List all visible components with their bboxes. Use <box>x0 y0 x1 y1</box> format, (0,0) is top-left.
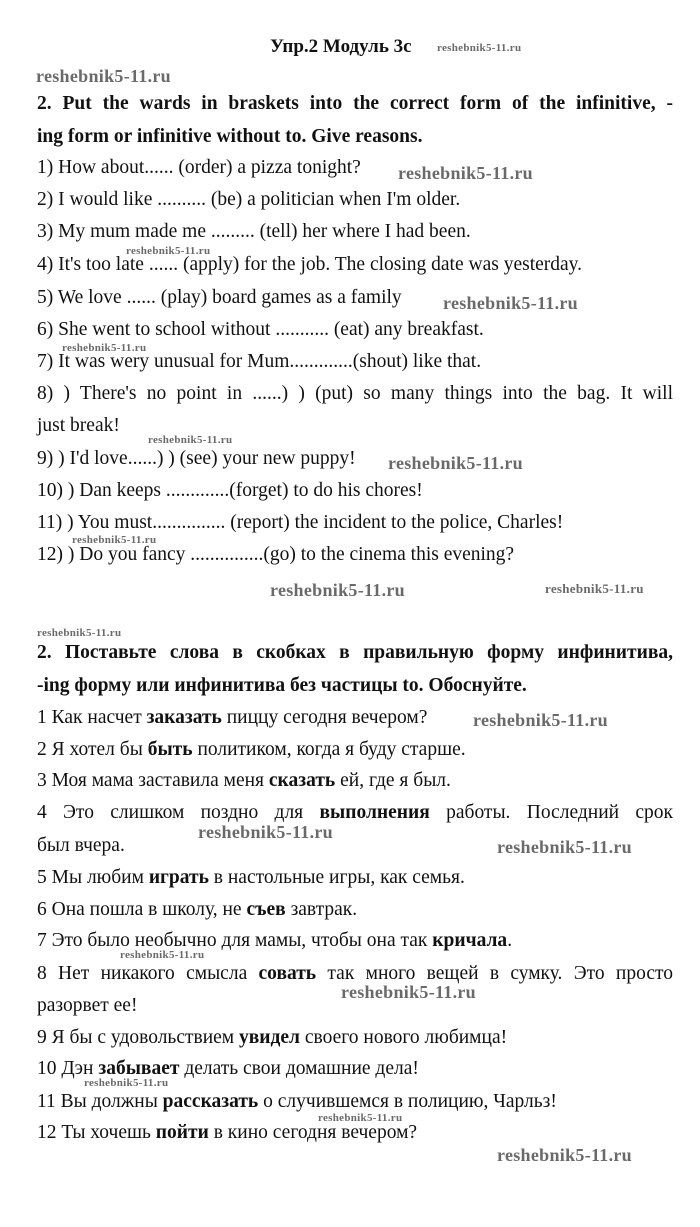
en-item-12: 12) ) Do you fancy ...............(go) to the cinema this evening? <box>37 544 515 565</box>
en-item-8-cont: just break! <box>37 415 120 436</box>
en-heading-line-2: ing form or infinitive without to. Give reasons. <box>37 126 423 147</box>
watermark: reshebnik5-11.ru <box>318 1112 403 1124</box>
watermark: reshebnik5-11.ru <box>497 1145 632 1165</box>
ru-item-8: 8 Нет никакого смысла совать так много вещей в сумку. Это просто <box>37 963 673 984</box>
watermark: reshebnik5-11.ru <box>72 534 157 546</box>
en-item-7: 7) It was wery unusual for Mum.............(shout) like that. <box>37 351 482 372</box>
watermark: reshebnik5-11.ru <box>36 66 171 86</box>
ru-item-4: 4 Это слишком поздно для выполнения работы. Последний срок <box>37 802 673 823</box>
ru-heading-line-2: -ing форму или инфинитива без частицы to. Обоснуйте. <box>37 675 527 696</box>
en-item-9: 9) ) I'd love......) ) (see) your new puppy! <box>37 448 356 469</box>
ru-item-1: 1 Как насчет заказать пиццу сегодня вечером? <box>37 707 428 728</box>
ru-item-3: 3 Моя мама заставила меня сказать ей, где я был. <box>37 770 451 791</box>
ru-item-10: 10 Дэн забывает делать свои домашние дела! <box>37 1058 419 1079</box>
watermark: reshebnik5-11.ru <box>473 710 608 730</box>
en-item-3: 3) My mum made me ......... (tell) her where I had been. <box>37 221 471 242</box>
en-item-6: 6) She went to school without ........... (eat) any breakfast. <box>37 319 484 340</box>
page-title: Упр.2 Модуль 3c <box>270 36 412 57</box>
ru-item-4-cont: был вчера. <box>37 835 125 856</box>
ru-item-6: 6 Она пошла в школу, не съев завтрак. <box>37 899 358 920</box>
watermark: reshebnik5-11.ru <box>120 949 205 961</box>
watermark: reshebnik5-11.ru <box>388 453 523 473</box>
watermark: reshebnik5-11.ru <box>443 293 578 313</box>
ru-item-7: 7 Это было необычно для мамы, чтобы она так кричала. <box>37 930 513 951</box>
en-item-2: 2) I would like .......... (be) a politician when I'm older. <box>37 189 461 210</box>
ru-item-5: 5 Мы любим играть в настольные игры, как семья. <box>37 867 465 888</box>
ru-item-11: 11 Вы должны рассказать о случившемся в полицию, Чарльз! <box>37 1091 557 1112</box>
watermark: reshebnik5-11.ru <box>198 822 333 842</box>
watermark: reshebnik5-11.ru <box>341 982 476 1002</box>
watermark: reshebnik5-11.ru <box>545 581 644 596</box>
watermark: reshebnik5-11.ru <box>497 837 632 857</box>
en-item-8: 8) ) There's no point in ......) ) (put) so many things into the bag. It will <box>37 383 673 404</box>
en-item-5: 5) We love ...... (play) board games as a family <box>37 287 402 308</box>
watermark: reshebnik5-11.ru <box>126 245 211 257</box>
ru-item-2: 2 Я хотел бы быть политиком, когда я буду старше. <box>37 739 466 760</box>
ru-item-12: 12 Ты хочешь пойти в кино сегодня вечером? <box>37 1122 418 1143</box>
ru-heading-line-1: 2. Поставьте слова в скобках в правильную форму инфинитива, <box>37 642 673 663</box>
watermark: reshebnik5-11.ru <box>84 1077 169 1089</box>
watermark: reshebnik5-11.ru <box>398 163 533 183</box>
en-item-1: 1) How about...... (order) a pizza tonight? <box>37 157 361 178</box>
ru-item-8-cont: разорвет ее! <box>37 995 138 1016</box>
watermark: reshebnik5-11.ru <box>270 580 405 600</box>
watermark: reshebnik5-11.ru <box>37 627 122 639</box>
ru-item-9: 9 Я бы с удовольствием увидел своего нового любимца! <box>37 1027 508 1048</box>
en-item-11: 11) ) You must............... (report) the incident to the police, Charles! <box>37 512 564 533</box>
watermark: reshebnik5-11.ru <box>437 42 522 54</box>
en-heading-line-1: 2. Put the wards in braskets into the correct form of the infinitive, - <box>37 93 673 114</box>
en-item-4: 4) It's too late ...... (apply) for the job. The closing date was yesterday. <box>37 254 583 275</box>
en-item-10: 10) ) Dan keeps .............(forget) to do his chores! <box>37 480 423 501</box>
watermark: reshebnik5-11.ru <box>62 342 147 354</box>
watermark: reshebnik5-11.ru <box>148 434 233 446</box>
